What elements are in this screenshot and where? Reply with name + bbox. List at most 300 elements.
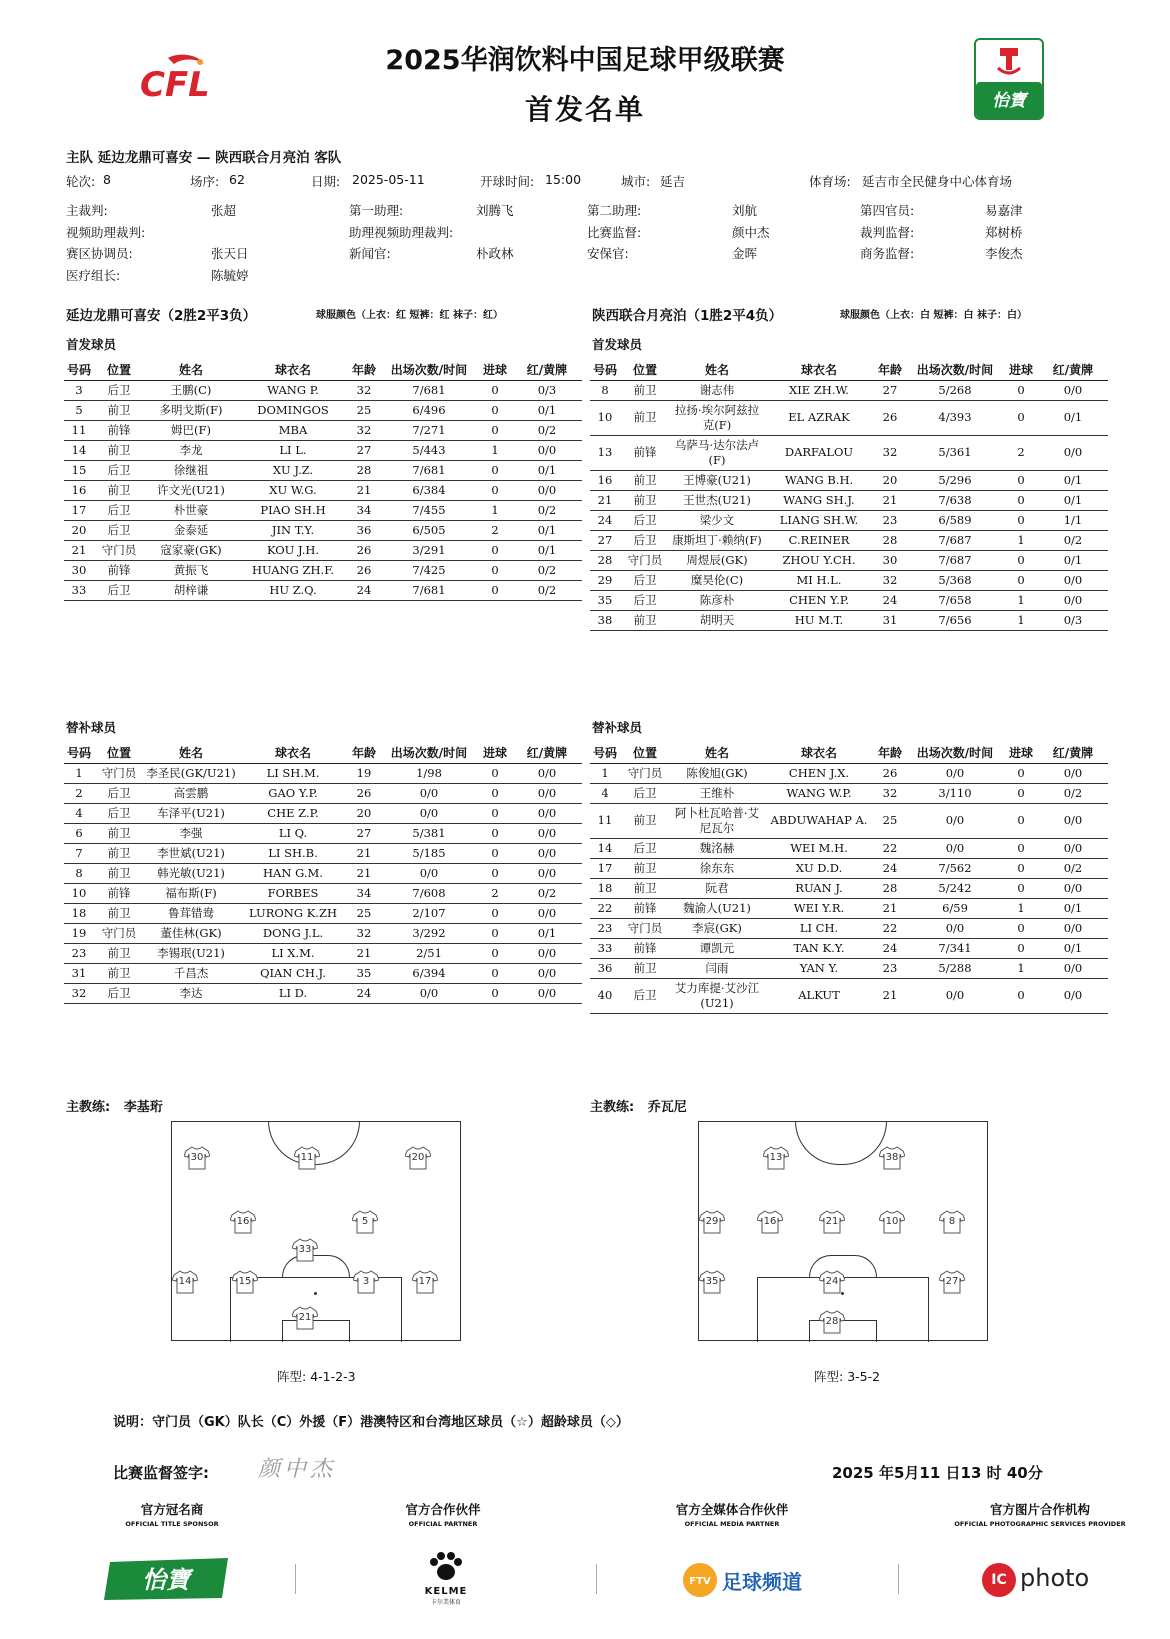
table-cell: 李世斌(U21)	[144, 843, 238, 863]
table-row	[64, 903, 582, 923]
table-cell: 40	[590, 978, 620, 1013]
table-cell: 车泽平(U21)	[144, 803, 238, 823]
ftv-logo	[682, 1562, 842, 1598]
column-header: 红/黄牌	[512, 360, 582, 380]
table-row	[64, 460, 582, 480]
table-cell: 0	[1004, 838, 1038, 858]
table-cell: WANG SH.J.	[764, 490, 874, 510]
official-name: 颜中杰	[732, 225, 770, 240]
table-cell: 王维朴	[670, 783, 764, 803]
table-cell: 0/1	[1038, 550, 1108, 570]
pitch-center-arc	[795, 1121, 887, 1165]
table-cell: 0/0	[1038, 590, 1108, 610]
table-row	[64, 763, 582, 783]
table-cell: 魏洺赫	[670, 838, 764, 858]
column-header: 红/黄牌	[1038, 743, 1108, 763]
table-row	[590, 380, 1108, 400]
table-cell: 2	[1004, 435, 1038, 470]
column-header: 球衣名	[764, 360, 874, 380]
city-label: 城市:	[621, 174, 651, 189]
table-cell: 32	[874, 570, 906, 590]
table-cell: 0	[1004, 878, 1038, 898]
sponsor-partner	[343, 1500, 543, 1528]
table-cell: WANG P.	[238, 380, 348, 400]
yibao-logo-text: 怡寶	[992, 91, 1026, 111]
home-starters-table	[64, 360, 582, 601]
table-cell: LI D.	[238, 983, 348, 1003]
table-cell: 0/2	[1038, 858, 1108, 878]
table-cell: WANG W.P.	[764, 783, 874, 803]
table-cell: 7/638	[906, 490, 1004, 510]
column-header: 球衣名	[238, 360, 348, 380]
table-cell: XU D.D.	[764, 858, 874, 878]
table-cell: 0	[1004, 470, 1038, 490]
table-row	[590, 530, 1108, 550]
table-cell: 31	[64, 963, 94, 983]
column-header: 姓名	[670, 743, 764, 763]
table-cell: 0/0	[512, 843, 582, 863]
table-cell: 36	[590, 958, 620, 978]
table-cell: 前锋	[620, 938, 670, 958]
column-header: 号码	[590, 743, 620, 763]
table-row	[590, 838, 1108, 858]
away-subs-table	[590, 743, 1108, 1014]
player-shirt-number: 3	[362, 1276, 370, 1287]
table-cell: DARFALOU	[764, 435, 874, 470]
table-cell: 0/0	[380, 863, 478, 883]
table-cell: 7/455	[380, 500, 478, 520]
table-cell: 李龙	[144, 440, 238, 460]
table-cell: 31	[874, 610, 906, 630]
table-header-row	[64, 360, 582, 380]
table-cell: LI SH.B.	[238, 843, 348, 863]
table-row	[64, 963, 582, 983]
table-cell: 守门员	[620, 763, 670, 783]
table-cell: 7/681	[380, 580, 478, 600]
table-cell: 20	[348, 803, 380, 823]
table-cell: 38	[590, 610, 620, 630]
table-cell: 6/589	[906, 510, 1004, 530]
table-row	[64, 380, 582, 400]
table-cell: 30	[874, 550, 906, 570]
player-shirt-number: 20	[411, 1152, 425, 1163]
venue-value: 延吉市全民健身中心体育场	[862, 174, 1013, 189]
official-role: 安保官:	[587, 246, 629, 261]
official-role: 第二助理:	[587, 203, 642, 218]
table-cell: 5	[64, 400, 94, 420]
column-header: 进球	[478, 743, 512, 763]
table-row	[64, 520, 582, 540]
official-name: 郑树桥	[985, 225, 1023, 240]
home-formation-value: 4-1-2-3	[310, 1369, 356, 1384]
table-cell: 7/425	[380, 560, 478, 580]
table-cell: 0/0	[1038, 803, 1108, 838]
table-cell: 前卫	[94, 963, 144, 983]
table-cell: 22	[590, 898, 620, 918]
table-cell: 0/0	[512, 763, 582, 783]
table-cell: 0/0	[512, 440, 582, 460]
table-cell: 0/1	[512, 540, 582, 560]
player-shirt-number: 21	[298, 1312, 312, 1323]
table-row	[64, 540, 582, 560]
table-cell: MBA	[238, 420, 348, 440]
table-row	[590, 803, 1108, 838]
column-header: 位置	[620, 360, 670, 380]
table-cell: 0/0	[906, 803, 1004, 838]
table-cell: 0/0	[1038, 435, 1108, 470]
table-cell: 0/0	[512, 903, 582, 923]
away-coach	[590, 1096, 687, 1115]
table-cell: 35	[590, 590, 620, 610]
table-cell: 21	[348, 863, 380, 883]
sponsor-title	[72, 1500, 272, 1528]
table-row	[590, 610, 1108, 630]
column-header: 出场次数/时间	[906, 360, 1004, 380]
home-coach-label: 主教练:	[66, 1100, 111, 1115]
player-shirt-number: 13	[769, 1152, 783, 1163]
table-cell: 5/185	[380, 843, 478, 863]
table-cell: 0/0	[512, 480, 582, 500]
table-cell: 3	[64, 380, 94, 400]
table-cell: 守门员	[94, 923, 144, 943]
home-coach-name: 李基珩	[123, 1100, 163, 1115]
table-cell: 0	[478, 943, 512, 963]
column-header: 位置	[94, 743, 144, 763]
table-cell: 21	[874, 898, 906, 918]
official-name: 刘航	[732, 203, 758, 218]
official-name: 易嘉津	[985, 203, 1023, 218]
table-cell: 0/3	[512, 380, 582, 400]
table-cell: 28	[590, 550, 620, 570]
away-formation	[814, 1367, 880, 1385]
table-cell: 0/2	[512, 580, 582, 600]
table-cell: 6/59	[906, 898, 1004, 918]
table-cell: JIN T.Y.	[238, 520, 348, 540]
official-role: 主裁判:	[66, 203, 108, 218]
table-cell: 32	[348, 380, 380, 400]
official-name: 金晖	[732, 246, 758, 261]
table-cell: EL AZRAK	[764, 400, 874, 435]
table-cell: 后卫	[620, 590, 670, 610]
table-cell: 后卫	[620, 570, 670, 590]
table-cell: 8	[590, 380, 620, 400]
table-cell: 0/0	[1038, 380, 1108, 400]
table-cell: 19	[348, 763, 380, 783]
table-cell: 2	[64, 783, 94, 803]
table-cell: 0/0	[1038, 878, 1108, 898]
table-cell: 后卫	[94, 803, 144, 823]
table-cell: 魏渝人(U21)	[670, 898, 764, 918]
kickoff-value: 15:00	[545, 172, 582, 187]
player-shirt-icon	[939, 1210, 965, 1234]
table-cell: MI H.L.	[764, 570, 874, 590]
table-cell: 5/242	[906, 878, 1004, 898]
table-cell: 0	[478, 560, 512, 580]
table-cell: LI SH.M.	[238, 763, 348, 783]
table-cell: 后卫	[620, 510, 670, 530]
table-cell: 0	[1004, 380, 1038, 400]
table-cell: 0	[1004, 570, 1038, 590]
official-role: 裁判监督:	[860, 225, 915, 240]
kelme-logo	[414, 1552, 478, 1610]
table-cell: 15	[64, 460, 94, 480]
venue-label: 体育场:	[809, 174, 851, 189]
table-cell: 23	[590, 918, 620, 938]
player-shirt-number: 24	[825, 1276, 839, 1287]
table-cell: 3/292	[380, 923, 478, 943]
table-cell: 0/0	[1038, 918, 1108, 938]
official-name: 李俊杰	[985, 246, 1023, 261]
table-cell: 0/0	[906, 978, 1004, 1013]
table-row	[64, 580, 582, 600]
table-cell: 许文光(U21)	[144, 480, 238, 500]
table-cell: 后卫	[94, 580, 144, 600]
column-header: 年龄	[348, 743, 380, 763]
table-cell: 后卫	[94, 460, 144, 480]
table-cell: 0	[1004, 978, 1038, 1013]
table-cell: 0/1	[1038, 400, 1108, 435]
table-cell: LI CH.	[764, 918, 874, 938]
table-cell: 0	[478, 823, 512, 843]
player-shirt-icon	[819, 1310, 845, 1334]
table-cell: QIAN CH.J.	[238, 963, 348, 983]
sponsor-photo-cn: 官方图片合作机构	[989, 1502, 1090, 1517]
table-cell: 前卫	[620, 958, 670, 978]
table-cell: ABDUWAHAP A.	[764, 803, 874, 838]
table-cell: 前卫	[94, 903, 144, 923]
player-shirt-icon	[819, 1210, 845, 1234]
ftv-badge-text: FTV	[689, 1576, 711, 1587]
table-cell: 康斯坦丁·赖纳(F)	[670, 530, 764, 550]
home-kit: 球服颜色（上衣：红 短裤：红 袜子：红）	[316, 310, 503, 321]
player-shirt-icon	[412, 1270, 438, 1294]
table-cell: 33	[64, 580, 94, 600]
table-cell: 福布斯(F)	[144, 883, 238, 903]
table-cell: 多明戈斯(F)	[144, 400, 238, 420]
table-cell: 22	[874, 838, 906, 858]
table-cell: 韩光敏(U21)	[144, 863, 238, 883]
table-cell: 徐东东	[670, 858, 764, 878]
table-row	[590, 918, 1108, 938]
table-cell: 0/2	[1038, 530, 1108, 550]
table-row	[64, 863, 582, 883]
table-cell: 14	[590, 838, 620, 858]
table-cell: 后卫	[94, 380, 144, 400]
player-shirt-icon	[232, 1270, 258, 1294]
table-cell: 前锋	[620, 898, 670, 918]
table-cell: 艾力库提·艾沙江(U21)	[670, 978, 764, 1013]
table-cell: 7/658	[906, 590, 1004, 610]
sponsor-photo-en: OFFICIAL PHOTOGRAPHIC SERVICES PROVIDER	[954, 1520, 1126, 1528]
table-cell: 23	[64, 943, 94, 963]
column-header: 号码	[590, 360, 620, 380]
ftv-logo-text: 足球频道	[722, 1570, 802, 1594]
player-shirt-number: 21	[825, 1216, 839, 1227]
official-role: 视频助理裁判:	[66, 225, 146, 240]
player-shirt-icon	[294, 1146, 320, 1170]
table-cell: 0	[478, 380, 512, 400]
table-cell: 32	[348, 420, 380, 440]
table-cell: 前卫	[94, 843, 144, 863]
away-coach-label: 主教练:	[590, 1100, 635, 1115]
supervisor-signature: 颜中杰	[258, 1457, 337, 1482]
table-cell: 6	[64, 823, 94, 843]
table-cell: 7/687	[906, 530, 1004, 550]
table-header-row	[590, 743, 1108, 763]
table-cell: 谭凯元	[670, 938, 764, 958]
table-row	[64, 400, 582, 420]
column-header: 号码	[64, 360, 94, 380]
table-cell: 高雲鹏	[144, 783, 238, 803]
official-name: 张超	[211, 203, 237, 218]
player-shirt-icon	[292, 1306, 318, 1330]
column-header: 姓名	[144, 743, 238, 763]
table-cell: 前卫	[94, 863, 144, 883]
table-cell: 闫雨	[670, 958, 764, 978]
table-cell: 7/681	[380, 460, 478, 480]
date-value: 2025-05-11	[352, 172, 425, 187]
table-cell: 26	[874, 400, 906, 435]
table-cell: HAN G.M.	[238, 863, 348, 883]
round-label: 轮次:	[66, 174, 96, 189]
icphoto-logo-text: photo	[1020, 1564, 1090, 1592]
table-cell: 0/0	[512, 803, 582, 823]
sponsor-partner-en: OFFICIAL PARTNER	[408, 1520, 478, 1528]
table-cell: 0/1	[512, 520, 582, 540]
table-cell: 27	[348, 440, 380, 460]
supervisor-sign-label: 比赛监督签字:	[113, 1464, 209, 1482]
table-cell: 董佳林(GK)	[144, 923, 238, 943]
table-cell: 0/1	[512, 923, 582, 943]
table-cell: DONG J.L.	[238, 923, 348, 943]
table-cell: XU J.Z.	[238, 460, 348, 480]
table-cell: 0	[478, 903, 512, 923]
table-cell: LI Q.	[238, 823, 348, 843]
table-cell: 0/0	[1038, 570, 1108, 590]
player-shirt-icon	[699, 1270, 725, 1294]
away-starters-table	[590, 360, 1108, 631]
table-cell: 阿卜杜瓦哈普·艾尼瓦尔	[670, 803, 764, 838]
player-shirt-icon	[879, 1146, 905, 1170]
table-cell: 李锡珉(U21)	[144, 943, 238, 963]
legend-note: 说明：守门员（GK）队长（C）外援（F）港澳特区和台湾地区球员（☆）超龄球员（◇）	[113, 1415, 629, 1430]
table-cell: 17	[64, 500, 94, 520]
away-team-name: 陕西联合月亮泊（1胜2平4负）	[592, 308, 783, 324]
table-cell: 16	[64, 480, 94, 500]
table-cell: 21	[348, 843, 380, 863]
table-row	[64, 843, 582, 863]
table-cell: 0/1	[1038, 938, 1108, 958]
player-shirt-number: 16	[763, 1216, 777, 1227]
table-cell: 21	[64, 540, 94, 560]
table-cell: 30	[64, 560, 94, 580]
table-row	[64, 560, 582, 580]
table-cell: XU W.G.	[238, 480, 348, 500]
home-coach	[66, 1096, 163, 1115]
table-cell: WEI M.H.	[764, 838, 874, 858]
table-cell: 0/0	[906, 763, 1004, 783]
player-shirt-icon	[757, 1210, 783, 1234]
table-cell: 0/2	[512, 883, 582, 903]
table-cell: 14	[64, 440, 94, 460]
table-cell: 0/0	[512, 783, 582, 803]
table-cell: TAN K.Y.	[764, 938, 874, 958]
table-row	[64, 783, 582, 803]
table-cell: 11	[590, 803, 620, 838]
table-cell: 1	[1004, 898, 1038, 918]
table-cell: 李宸(GK)	[670, 918, 764, 938]
table-cell: 1/1	[1038, 510, 1108, 530]
table-cell: 前卫	[620, 470, 670, 490]
table-cell: 寇家豪(GK)	[144, 540, 238, 560]
table-cell: 24	[590, 510, 620, 530]
table-row	[590, 958, 1108, 978]
table-cell: 24	[348, 580, 380, 600]
table-cell: 后卫	[620, 783, 670, 803]
table-cell: 前卫	[620, 610, 670, 630]
sponsor-photo	[930, 1500, 1150, 1528]
away-coach-name: 乔瓦尼	[647, 1100, 687, 1115]
table-cell: RUAN J.	[764, 878, 874, 898]
table-row	[590, 878, 1108, 898]
player-shirt-number: 16	[236, 1216, 250, 1227]
column-header: 位置	[94, 360, 144, 380]
cfl-logo-text: CFL	[140, 65, 210, 102]
table-cell: 21	[348, 943, 380, 963]
column-header: 年龄	[874, 743, 906, 763]
table-cell: 13	[590, 435, 620, 470]
table-cell: 0/2	[512, 560, 582, 580]
table-cell: 7/271	[380, 420, 478, 440]
table-cell: 20	[64, 520, 94, 540]
table-cell: 28	[348, 460, 380, 480]
table-cell: 前卫	[620, 803, 670, 838]
column-header: 出场次数/时间	[380, 743, 478, 763]
table-cell: 前卫	[620, 858, 670, 878]
column-header: 红/黄牌	[1038, 360, 1108, 380]
player-shirt-number: 38	[885, 1152, 899, 1163]
official-name: 朴政林	[476, 246, 514, 261]
table-cell: 0	[478, 580, 512, 600]
table-cell: 0/0	[380, 803, 478, 823]
official-role: 医疗组长:	[66, 268, 121, 283]
table-cell: 5/381	[380, 823, 478, 843]
table-row	[590, 570, 1108, 590]
table-cell: 4	[590, 783, 620, 803]
table-cell: 26	[874, 763, 906, 783]
column-header: 出场次数/时间	[380, 360, 478, 380]
table-cell: 0/0	[1038, 978, 1108, 1013]
player-shirt-number: 33	[298, 1244, 312, 1255]
table-cell: 19	[64, 923, 94, 943]
table-cell: 0	[478, 963, 512, 983]
ic-badge: IC	[982, 1563, 1016, 1597]
table-cell: 0/3	[1038, 610, 1108, 630]
home-formation-label: 阵型:	[277, 1369, 307, 1384]
table-cell: 0/0	[1038, 763, 1108, 783]
official-role: 新闻官:	[349, 246, 391, 261]
sponsor-media-en: OFFICIAL MEDIA PARTNER	[684, 1520, 780, 1528]
away-formation-value: 3-5-2	[847, 1369, 881, 1384]
table-row	[590, 470, 1108, 490]
table-cell: GAO Y.P.	[238, 783, 348, 803]
table-cell: 1/98	[380, 763, 478, 783]
table-cell: LIANG SH.W.	[764, 510, 874, 530]
table-cell: 25	[874, 803, 906, 838]
table-cell: 0/0	[906, 918, 1004, 938]
table-cell: 乌萨马·达尔法卢(F)	[670, 435, 764, 470]
table-cell: 前卫	[620, 400, 670, 435]
